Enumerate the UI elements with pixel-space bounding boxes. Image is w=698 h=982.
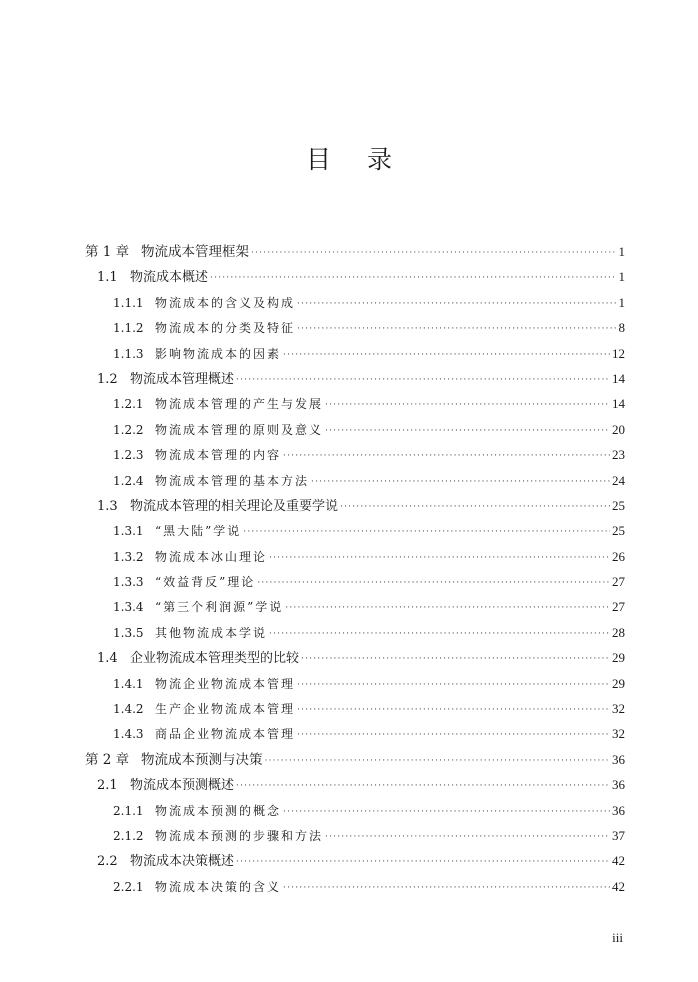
dot-leader (285, 596, 610, 621)
toc-entry-title: 物流成本管理的内容 (155, 448, 282, 463)
toc-section-entry[interactable] (85, 264, 625, 289)
toc-entry-title: 物流成本预测与决策 (141, 751, 263, 768)
toc-entry-number: 1.2.4 (113, 473, 144, 488)
toc-entry-page: 8 (618, 320, 625, 336)
toc-entry-title: 物流成本决策的含义 (155, 879, 282, 894)
toc-entry-number: 1.4.2 (113, 702, 144, 717)
toc-subsection-entry[interactable] (85, 671, 625, 696)
toc-entry-number: 1.1 (97, 270, 118, 286)
toc-entry-number: 1.2.3 (113, 448, 144, 463)
toc-entry-number: 1.1.1 (113, 295, 144, 310)
toc-entry-title: 影响物流成本的因素 (155, 346, 282, 361)
toc-subsection-entry[interactable] (85, 468, 625, 493)
toc-entry-page: 25 (612, 497, 625, 513)
toc-entry-title: 物流成本管理概述 (130, 371, 235, 387)
toc-entry-number: 第 1 章 (85, 244, 130, 260)
dot-leader (283, 800, 610, 825)
toc-entry-page: 26 (612, 548, 625, 564)
toc-entry-page: 42 (612, 878, 625, 894)
toc-entry-page: 1 (618, 244, 625, 259)
dot-leader (269, 622, 610, 647)
dot-leader (297, 292, 616, 317)
toc-subsection-entry[interactable] (85, 315, 625, 340)
toc-subsection-entry[interactable] (85, 544, 625, 569)
toc-entry-number: 1.4.3 (113, 727, 144, 742)
dot-leader (269, 546, 610, 571)
toc-entry-number: 2.1.2 (113, 828, 144, 843)
toc-entry-page: 32 (612, 701, 625, 717)
toc-section-entry[interactable] (85, 848, 625, 873)
dot-leader (236, 850, 610, 875)
toc-entry-title: 物流成本预测的概念 (155, 803, 282, 818)
toc-entry-title: 企业物流成本管理类型的比较 (130, 651, 300, 667)
dot-leader (325, 393, 610, 418)
dot-leader (236, 774, 610, 799)
toc-entry-page: 37 (612, 827, 625, 843)
toc-entry-number: 1.4.1 (113, 676, 144, 691)
toc-entry-page: 14 (612, 396, 625, 412)
dot-leader (265, 749, 611, 774)
toc-entry-title: 物流成本决策概述 (130, 854, 235, 870)
dot-leader (257, 571, 610, 596)
dot-leader (325, 419, 610, 444)
dot-leader (210, 266, 616, 291)
table-of-contents (85, 239, 625, 899)
toc-entry-page: 28 (612, 624, 625, 640)
dot-leader (283, 876, 610, 901)
toc-entry-number: 1.3.2 (113, 549, 144, 564)
dot-leader (297, 723, 610, 748)
dot-leader (297, 317, 616, 342)
toc-entry-page: 36 (612, 802, 625, 818)
toc-entry-number: 1.3.4 (113, 600, 144, 615)
toc-entry-number: 1.2.2 (113, 422, 144, 437)
toc-entry-page: 25 (612, 523, 625, 539)
page-number: iii (612, 930, 623, 945)
toc-entry-page: 29 (612, 650, 625, 666)
toc-entry-number: 1.2 (97, 371, 118, 387)
toc-subsection-entry[interactable] (85, 290, 625, 315)
toc-entry-number: 2.2.1 (113, 879, 144, 894)
dot-leader (283, 444, 610, 469)
toc-subsection-entry[interactable] (85, 721, 625, 746)
dot-leader (311, 470, 610, 495)
toc-entry-page: 1 (618, 269, 625, 285)
toc-entry-title: 物流成本管理的产生与发展 (155, 397, 324, 412)
toc-entry-title: 物流成本预测的步骤和方法 (155, 828, 324, 843)
toc-entry-number: 2.1.1 (113, 803, 144, 818)
toc-entry-title: 物流成本管理框架 (141, 244, 249, 260)
toc-section-entry[interactable] (85, 366, 625, 391)
toc-section-entry[interactable] (85, 645, 625, 670)
toc-entry-title: 商品企业物流成本管理 (155, 727, 296, 742)
dot-leader (297, 673, 610, 698)
toc-subsection-entry[interactable] (85, 874, 625, 899)
dot-leader (243, 520, 610, 545)
dot-leader (251, 241, 617, 266)
dot-leader (325, 825, 610, 850)
toc-entry-page: 12 (612, 345, 625, 361)
toc-entry-number: 1.2.1 (113, 397, 144, 412)
toc-subsection-entry[interactable] (85, 417, 625, 442)
toc-entry-number: 1.3.5 (113, 625, 144, 640)
toc-entry-title: 物流成本管理的相关理论及重要学说 (130, 498, 339, 514)
dot-leader (301, 647, 610, 672)
dot-leader (340, 495, 610, 520)
toc-entry-page: 1 (618, 294, 625, 310)
toc-section-entry[interactable] (85, 493, 625, 518)
toc-entry-number: 第 2 章 (85, 751, 130, 768)
toc-entry-page: 14 (612, 370, 625, 386)
toc-entry-number: 2.2 (97, 854, 118, 870)
toc-entry-title: 物流成本的分类及特征 (155, 321, 296, 336)
toc-subsection-entry[interactable] (85, 391, 625, 416)
toc-entry-page: 42 (612, 853, 625, 869)
toc-section-entry[interactable] (85, 772, 625, 797)
toc-entry-title: 物流成本冰山理论 (155, 549, 268, 564)
toc-entry-page: 36 (612, 777, 625, 793)
toc-entry-title: 生产企业物流成本管理 (155, 702, 296, 717)
toc-entry-title: 物流成本管理的基本方法 (155, 473, 310, 488)
toc-entry-title: 物流成本管理的原则及意义 (155, 422, 324, 437)
toc-entry-number: 1.1.3 (113, 346, 144, 361)
toc-entry-title: 其他物流成本学说 (155, 625, 268, 640)
toc-chapter-entry[interactable] (85, 239, 625, 264)
toc-subsection-entry[interactable] (85, 798, 625, 823)
toc-entry-page: 29 (612, 675, 625, 691)
toc-entry-page: 24 (612, 472, 625, 488)
toc-subsection-entry[interactable] (85, 620, 625, 645)
toc-entry-title: “第三个利润源”学说 (155, 600, 284, 615)
toc-entry-page: 36 (612, 751, 625, 767)
toc-subsection-entry[interactable] (85, 341, 625, 366)
toc-subsection-entry[interactable] (85, 696, 625, 721)
toc-entry-number: 1.3.1 (113, 524, 144, 539)
toc-entry-number: 2.1 (97, 778, 118, 794)
toc-chapter-entry[interactable] (85, 747, 625, 772)
toc-entry-number: 1.1.2 (113, 321, 144, 336)
dot-leader (283, 343, 610, 368)
toc-subsection-entry[interactable] (85, 594, 625, 619)
toc-subsection-entry[interactable] (85, 823, 625, 848)
toc-entry-number: 1.3.3 (113, 575, 144, 590)
toc-entry-page: 27 (612, 599, 625, 615)
toc-entry-title: 物流企业物流成本管理 (155, 676, 296, 691)
toc-entry-title: “效益背反”理论 (155, 575, 256, 590)
toc-subsection-entry[interactable] (85, 518, 625, 543)
toc-entry-page: 20 (612, 421, 625, 437)
toc-subsection-entry[interactable] (85, 569, 625, 594)
toc-entry-title: “黑大陆”学说 (155, 524, 242, 539)
toc-entry-title: 物流成本概述 (130, 270, 209, 286)
toc-entry-page: 32 (612, 726, 625, 742)
toc-subsection-entry[interactable] (85, 442, 625, 467)
toc-entry-page: 27 (612, 574, 625, 590)
toc-entry-number: 1.4 (97, 651, 118, 667)
toc-entry-title: 物流成本的含义及构成 (155, 295, 296, 310)
page-title: 目录 (305, 145, 428, 174)
dot-leader (297, 698, 610, 723)
toc-entry-number: 1.3 (97, 498, 118, 514)
dot-leader (236, 368, 610, 393)
toc-entry-page: 23 (612, 447, 625, 463)
toc-entry-title: 物流成本预测概述 (130, 778, 235, 794)
